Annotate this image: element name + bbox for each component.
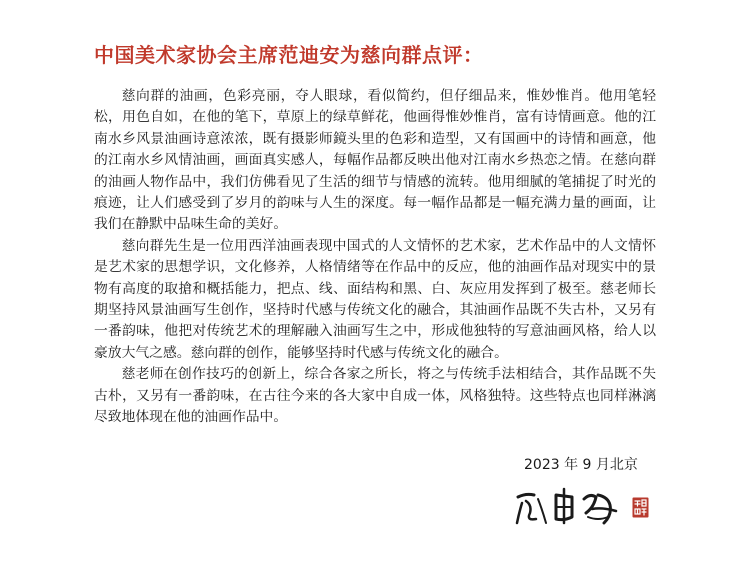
- paragraph-3: 慈老师在创作技巧的创新上，综合各家之所长，将之与传统手法相结合，其作品既不失古朴，又另有一番韵味，在古往今来的各大家中自成一体，风格独特。这些特点也同样淋漓尽致地体现在他的油画作品中。: [94, 366, 656, 426]
- paragraph-2: 慈向群先生是一位用西洋油画表现中国式的人文情怀的艺术家，艺术作品中的人文情怀是艺术家的思想学识，文化修养，人格情绪等在作品中的反应，他的油画作品对现实中的景物有高度的取搶和概括能力，把点、线、面结构和黑、白、灰应用发挥到了极至。慈老师长期坚持风景油画写生创作，坚持时代感与传统文化的融合，其油画作品既不失古朴，又另有一番韵味，他把对传统艺术的理解融入油画写生之中，形成他独特的写意油画风格，给人以豪放大气之感。慈向群的创作，能够坚持时代感与传统文化的融合。: [94, 237, 656, 361]
- document-date: 2023 年 9 月北京: [524, 457, 638, 473]
- handwritten-signature: [512, 483, 624, 529]
- red-seal-stamp: [632, 497, 649, 518]
- paragraph-1: 慈向群的油画，色彩亮丽，夺人眼球，看似简约，但仔细品来，惟妙惟肖。他用笔轻松，用色自如，在他的笔下，草原上的绿草鲜花，他画得惟妙惟肖，富有诗情画意。他的江南水乡风景油画诗意浓浓，既有摄影师鏡头里的色彩和造型，又有国画中的诗情和画意，他的江南水乡风情油画，画面真实感人，每幅作品都反映出他对江南水乡热恋之情。在慈向群的油画人物作品中，我们仿佛看见了生活的细节与情感的流转。他用细腻的笔捕捉了时光的痕迹，让人们感受到了岁月的韵味与人生的深度。每一幅作品都是一幅充满力量的画面，让我们在静默中品味生命的美好。: [94, 88, 656, 233]
- document-title: 中国美术家协会主席范迪安为慈向群点评：: [94, 43, 484, 67]
- document-body: [94, 86, 656, 429]
